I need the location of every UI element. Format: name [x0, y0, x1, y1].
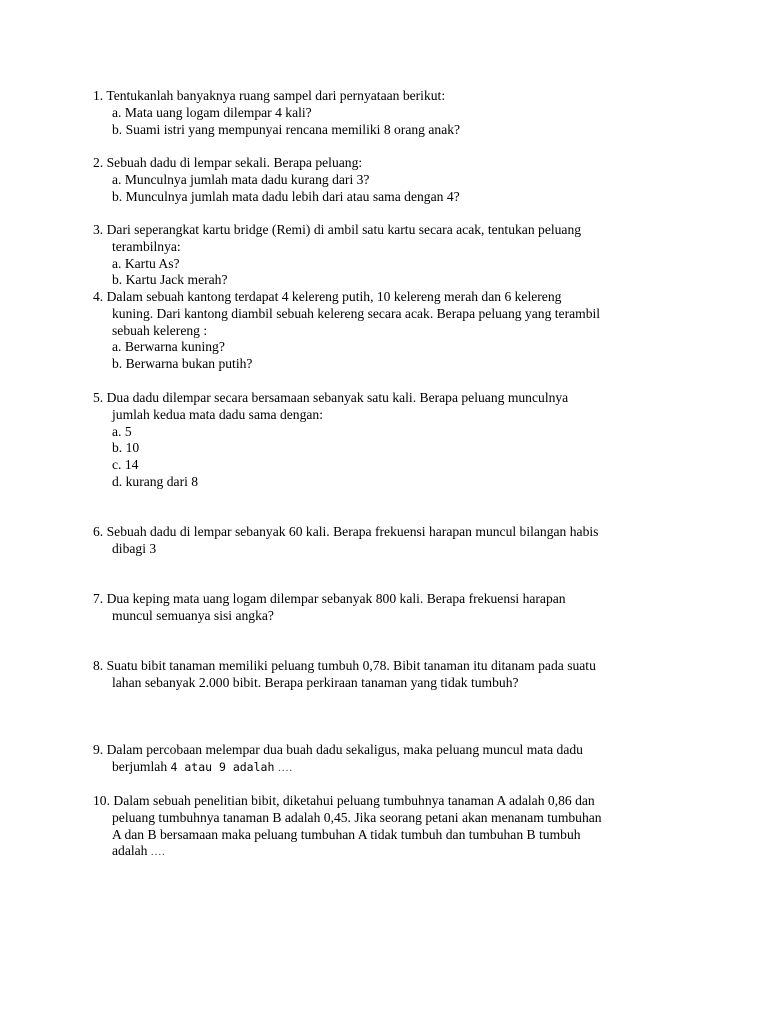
question-2-text: 2. Sebuah dadu di lempar sekali. Berapa peluang: — [93, 155, 363, 170]
question-5-option-b: b. 10 — [112, 440, 140, 456]
question-6-text: 6. Sebuah dadu di lempar sebanyak 60 kali. Berapa frekuensi harapan muncul bilangan habis — [93, 524, 599, 539]
question-6 — [93, 524, 693, 558]
question-4-text-cont-2: sebuah kelereng : — [112, 322, 208, 338]
question-9-prefix: berjumlah — [112, 758, 171, 774]
question-4-option-b: b. Berwarna bukan putih? — [112, 356, 253, 372]
question-1-option-b: b. Suami istri yang mempunyai rencana memiliki 8 orang anak? — [112, 121, 461, 137]
question-1 — [93, 88, 693, 138]
question-9-mono-text: 4 atau 9 adalah — [170, 759, 275, 774]
question-8-text-cont: lahan sebanyak 2.000 bibit. Berapa perkiraan tanaman yang tidak tumbuh? — [112, 674, 519, 690]
question-4 — [93, 289, 693, 373]
question-9-text: 9. Dalam percobaan melempar dua buah dadu sekaligus, maka peluang muncul mata dadu — [93, 742, 583, 757]
question-3-text: 3. Dari seperangkat kartu bridge (Remi) di ambil satu kartu secara acak, tentukan peluang — [93, 222, 582, 237]
question-8 — [93, 658, 693, 692]
question-7 — [93, 591, 693, 625]
question-5-option-a: a. 5 — [112, 423, 132, 439]
question-9 — [93, 742, 693, 777]
question-10-dots: .... — [150, 846, 166, 859]
question-1-option-a: a. Mata uang logam dilempar 4 kali? — [112, 104, 312, 120]
question-9-dots: .... — [274, 761, 294, 774]
question-4-option-a: a. Berwarna kuning? — [112, 339, 225, 355]
question-5 — [93, 390, 693, 491]
question-10-text: 10. Dalam sebuah penelitian bibit, diketahui peluang tumbuhnya tanaman A adalah 0,86 dan — [93, 793, 595, 808]
question-3 — [93, 222, 693, 289]
question-3-text-cont: terambilnya: — [112, 238, 181, 254]
question-5-text-cont: jumlah kedua mata dadu sama dengan: — [112, 406, 324, 422]
question-7-text-cont: muncul semuanya sisi angka? — [112, 607, 274, 623]
question-2-option-a: a. Munculnya jumlah mata dadu kurang dari 3? — [112, 171, 370, 187]
question-3-option-a: a. Kartu As? — [112, 255, 180, 271]
question-10 — [93, 793, 693, 861]
question-1-text: 1. Tentukanlah banyaknya ruang sampel dari pernyataan berikut: — [93, 88, 446, 103]
question-4-text-cont-1: kuning. Dari kantong diambil sebuah kelereng secara acak. Berapa peluang yang terambil — [112, 305, 601, 321]
question-7-text: 7. Dua keping mata uang logam dilempar sebanyak 800 kali. Berapa frekuensi harapan — [93, 591, 566, 606]
question-8-text: 8. Suatu bibit tanaman memiliki peluang tumbuh 0,78. Bibit tanaman itu ditanam pada suatu — [93, 658, 596, 673]
question-2 — [93, 155, 693, 205]
question-10-text-cont-1: peluang tumbuhnya tanaman B adalah 0,45. Jika seorang petani akan menanam tumbuhan — [112, 809, 602, 825]
question-9-text-cont — [93, 759, 693, 777]
question-4-text: 4. Dalam sebuah kantong terdapat 4 kelereng putih, 10 kelereng merah dan 6 kelereng — [93, 289, 562, 304]
question-6-text-cont: dibagi 3 — [112, 540, 157, 556]
question-5-text: 5. Dua dadu dilempar secara bersamaan sebanyak satu kali. Berapa peluang munculnya — [93, 390, 569, 405]
question-5-option-d: d. kurang dari 8 — [112, 473, 199, 489]
question-10-text-cont-3 — [93, 843, 693, 861]
question-2-option-b: b. Munculnya jumlah mata dadu lebih dari atau sama dengan 4? — [112, 188, 460, 204]
question-10-prefix: adalah — [112, 843, 151, 859]
question-10-text-cont-2: A dan B bersamaan maka peluang tumbuhan A tidak tumbuh dan tumbuhan B tumbuh — [112, 826, 581, 842]
question-3-option-b: b. Kartu Jack merah? — [112, 272, 228, 288]
question-5-option-c: c. 14 — [112, 457, 139, 473]
